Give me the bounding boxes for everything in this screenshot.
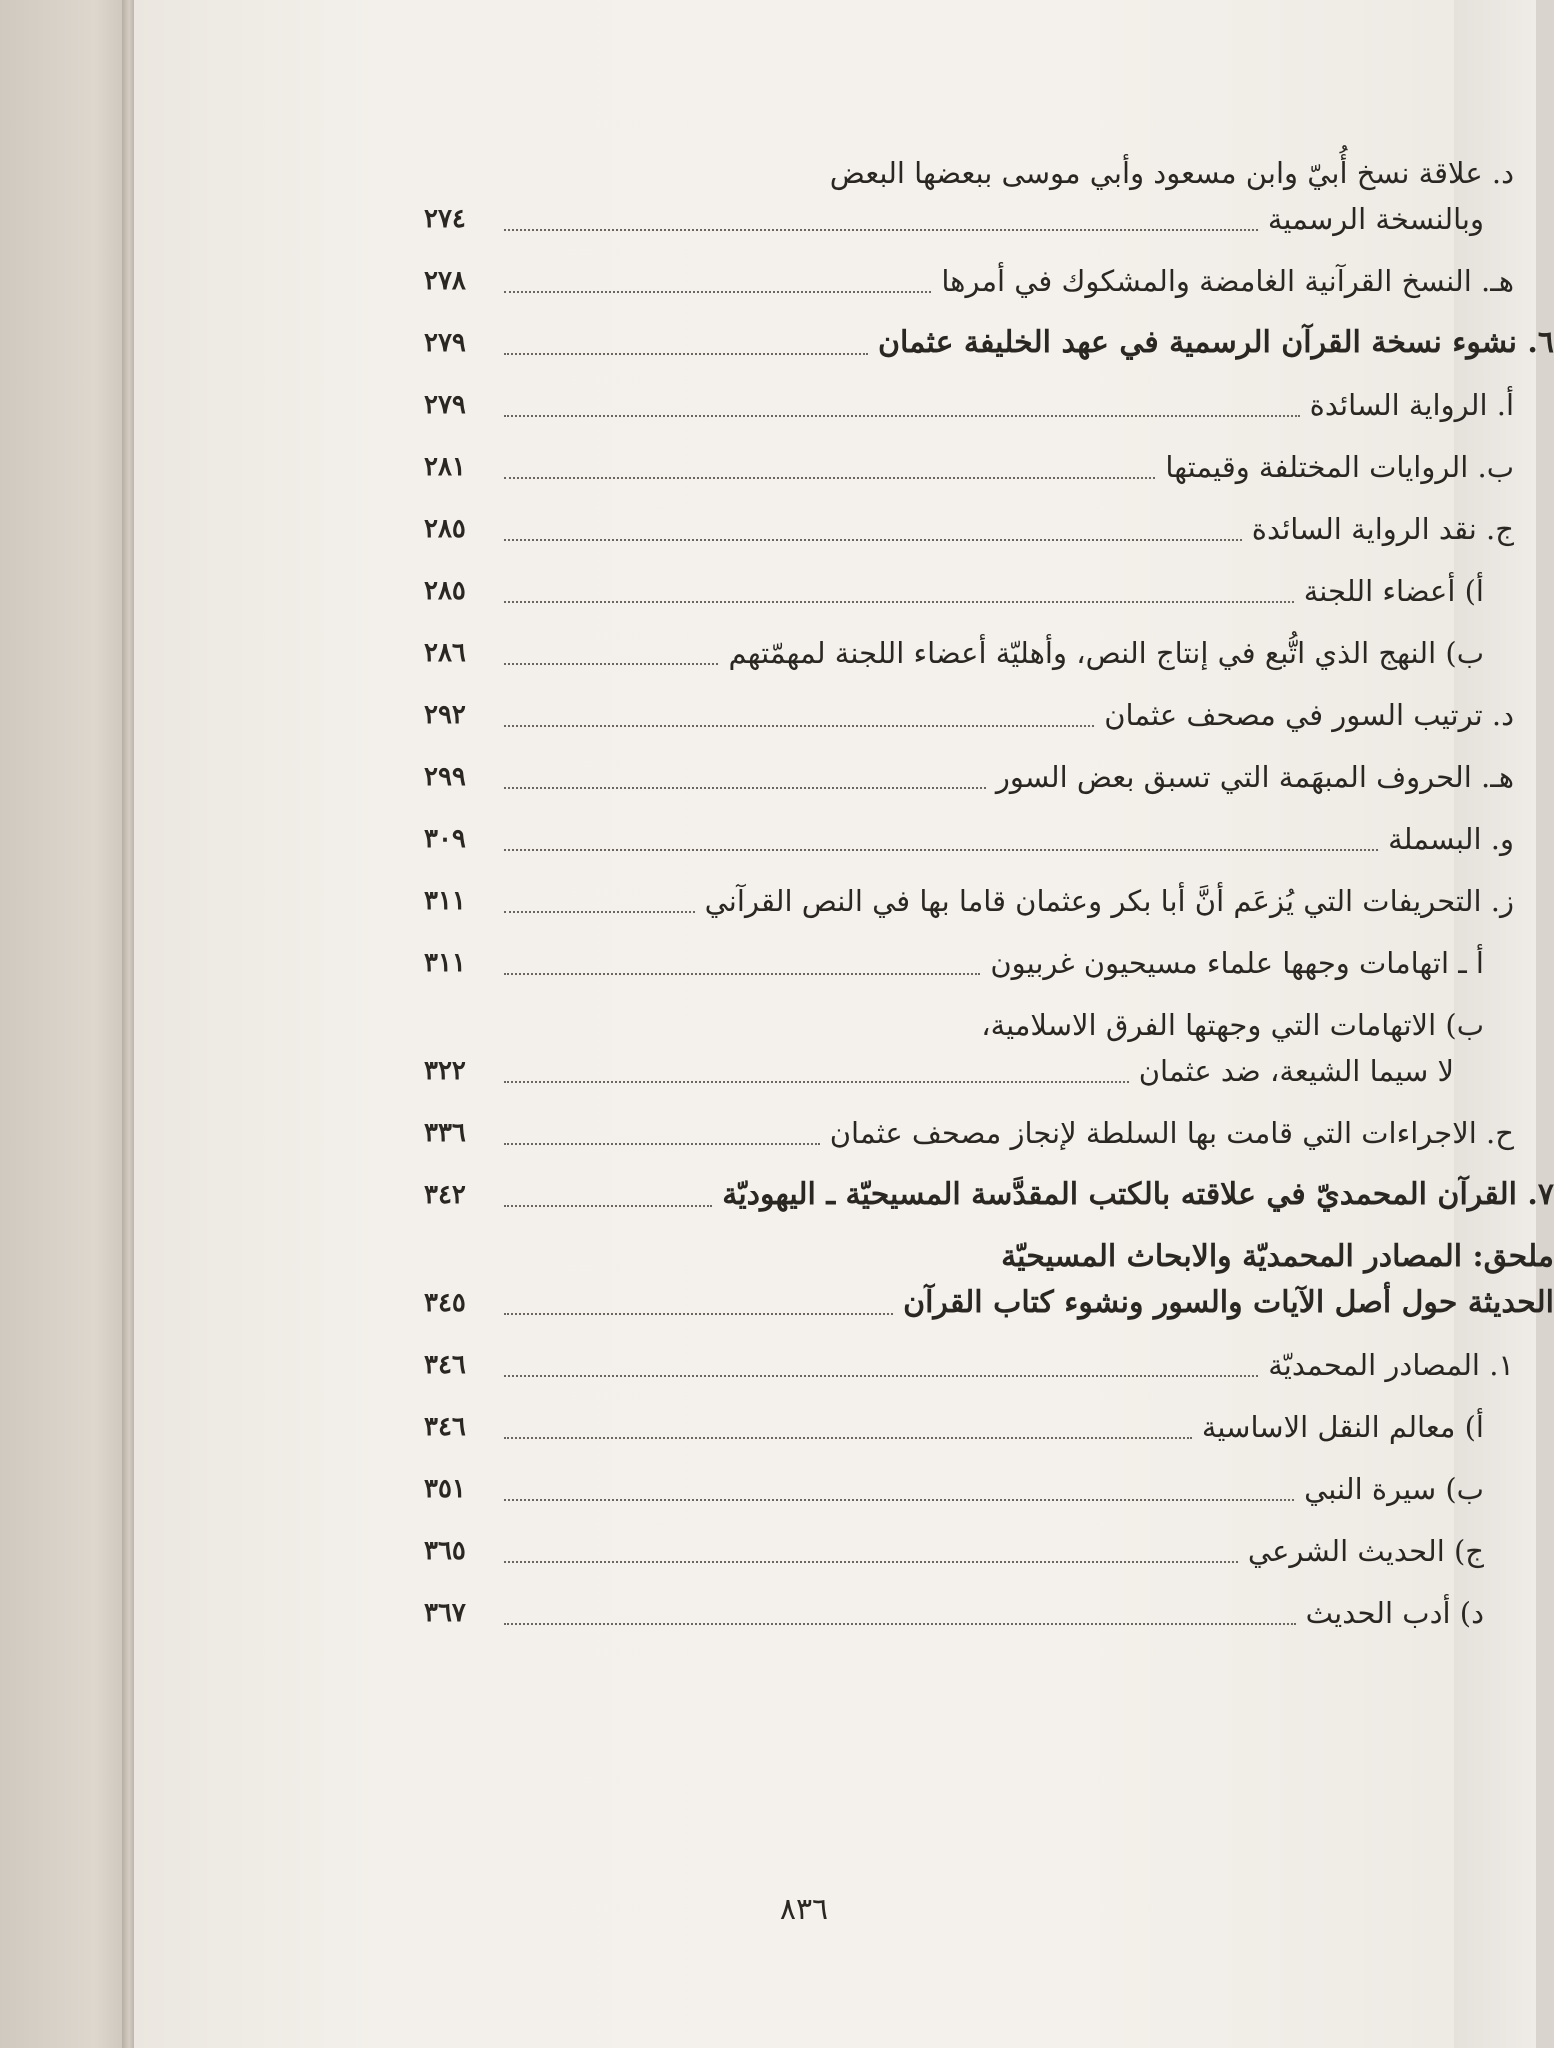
toc-entry-title: ٧. القرآن المحمديّ في علاقته بالكتب المقدَّسة المسيحيّة ـ اليهوديّة xyxy=(722,1177,1554,1212)
toc-entry-title: أ) معالم النقل الاساسية xyxy=(1201,1410,1484,1444)
dot-leader xyxy=(504,972,980,975)
toc-entry xyxy=(424,196,1554,242)
toc-entry-title: ب. الروايات المختلفة وقيمتها xyxy=(1165,450,1514,484)
dot-leader xyxy=(504,786,986,789)
dot-leader xyxy=(504,476,1155,479)
toc-entry-page: ٣١١ xyxy=(424,948,466,978)
toc-entry xyxy=(424,878,1554,924)
toc-entry xyxy=(424,1466,1554,1512)
toc-entry-page: ٣٤٦ xyxy=(424,1412,466,1442)
toc-entry-title: ب) سيرة النبي xyxy=(1304,1472,1484,1506)
toc-entry-page: ٢٩٩ xyxy=(424,762,466,792)
toc-entry-title: و. البسملة xyxy=(1388,822,1514,856)
toc-entry-page: ٣١١ xyxy=(424,886,466,916)
toc-entry-title: ج. نقد الرواية السائدة xyxy=(1251,512,1514,546)
toc-entry-title: د. علاقة نسخ أُبيّ وابن مسعود وأبي موسى ببعضها البعض xyxy=(829,156,1514,190)
toc-entry-page: ٣٦٥ xyxy=(424,1536,466,1566)
dot-leader xyxy=(504,910,695,913)
toc-entry xyxy=(424,1110,1554,1156)
toc-entry-page: ٢٧٤ xyxy=(424,204,466,234)
toc-entry-page: ٣٤٦ xyxy=(424,1350,466,1380)
toc-entry-title: ح. الاجراءات التي قامت بها السلطة لإنجاز مصحف عثمان xyxy=(829,1116,1514,1150)
dot-leader xyxy=(504,538,1242,541)
toc-entry xyxy=(424,1172,1554,1218)
toc-entry-title: ز. التحريفات التي يُزعَم أنَّ أبا بكر وعثمان قاما بها في النص القرآني xyxy=(704,884,1514,918)
dot-leader xyxy=(504,600,1294,603)
toc-entry-title: ملحق: المصادر المحمديّة والابحاث المسيحيّة xyxy=(1001,1239,1554,1274)
dot-leader xyxy=(504,1622,1296,1625)
toc-entry xyxy=(424,150,1554,196)
toc-entry-page: ٢٨٥ xyxy=(424,576,466,606)
toc-entry xyxy=(424,1048,1554,1094)
toc-entry-page: ٢٩٢ xyxy=(424,700,466,730)
table-of-contents xyxy=(424,150,1554,1652)
dot-leader xyxy=(504,1142,820,1145)
toc-entry xyxy=(424,1342,1554,1388)
toc-entry-page: ٢٨٥ xyxy=(424,514,466,544)
toc-entry-title: لا سيما الشيعة، ضد عثمان xyxy=(1138,1054,1454,1088)
dot-leader xyxy=(504,848,1378,851)
toc-entry xyxy=(424,1590,1554,1636)
toc-entry xyxy=(424,754,1554,800)
dot-leader xyxy=(504,724,1094,727)
toc-entry-page: ٣٦٧ xyxy=(424,1598,466,1628)
toc-entry-title: ٦. نشوء نسخة القرآن الرسمية في عهد الخليفة عثمان xyxy=(878,325,1554,360)
toc-entry xyxy=(424,1002,1554,1048)
dot-leader xyxy=(504,414,1300,417)
toc-entry xyxy=(424,1234,1554,1280)
toc-entry xyxy=(424,320,1554,366)
toc-entry-title: د) أدب الحديث xyxy=(1305,1596,1484,1630)
dot-leader xyxy=(504,1204,712,1207)
toc-entry-title: هـ. النسخ القرآنية الغامضة والمشكوك في أمرها xyxy=(941,264,1514,298)
toc-entry-title: هـ. الحروف المبهَمة التي تسبق بعض السور xyxy=(995,760,1514,794)
toc-entry-page: ٢٧٩ xyxy=(424,328,466,358)
toc-entry xyxy=(424,382,1554,428)
toc-entry xyxy=(424,506,1554,552)
dot-leader xyxy=(504,662,718,665)
toc-entry-page: ٢٨٦ xyxy=(424,638,466,668)
toc-entry-page: ٢٨١ xyxy=(424,452,466,482)
toc-entry-title: أ) أعضاء اللجنة xyxy=(1303,574,1484,608)
toc-entry xyxy=(424,1280,1554,1326)
toc-entry-page: ٣٥١ xyxy=(424,1474,466,1504)
dot-leader xyxy=(504,1436,1192,1439)
toc-entry-title: ب) النهج الذي اتُّبع في إنتاج النص، وأهليّة أعضاء اللجنة لمهمّتهم xyxy=(728,636,1484,670)
toc-entry xyxy=(424,568,1554,614)
dot-leader xyxy=(504,1080,1129,1083)
toc-entry-page: ٣٣٦ xyxy=(424,1118,466,1148)
dot-leader xyxy=(504,290,931,293)
toc-entry-page: ٣٤٥ xyxy=(424,1288,466,1318)
book-page xyxy=(134,0,1554,2048)
toc-entry xyxy=(424,630,1554,676)
toc-entry-title: ١. المصادر المحمديّة xyxy=(1268,1348,1514,1382)
dot-leader xyxy=(504,1560,1238,1563)
toc-entry-title: وبالنسخة الرسمية xyxy=(1267,202,1484,236)
dot-leader xyxy=(504,1312,893,1315)
book-spine xyxy=(122,0,134,2048)
toc-entry-title: ج) الحديث الشرعي xyxy=(1247,1534,1484,1568)
dot-leader xyxy=(504,352,868,355)
toc-entry xyxy=(424,258,1554,304)
toc-entry-title: الحديثة حول أصل الآيات والسور ونشوء كتاب القرآن xyxy=(903,1285,1554,1320)
toc-entry-page: ٣٠٩ xyxy=(424,824,466,854)
dot-leader xyxy=(504,228,1258,231)
toc-entry xyxy=(424,1404,1554,1450)
toc-entry-title: أ. الرواية السائدة xyxy=(1309,388,1514,422)
toc-entry xyxy=(424,816,1554,862)
facing-page-edge xyxy=(0,0,135,2048)
toc-entry xyxy=(424,444,1554,490)
page-number: ٨٣٦ xyxy=(779,1892,829,1927)
dot-leader xyxy=(504,1498,1294,1501)
toc-entry-title: أ ـ اتهامات وجهها علماء مسيحيون غربيون xyxy=(990,946,1484,980)
toc-entry-title: د. ترتيب السور في مصحف عثمان xyxy=(1104,698,1514,732)
toc-entry-page: ٣٢٢ xyxy=(424,1056,466,1086)
toc-entry xyxy=(424,940,1554,986)
toc-entry xyxy=(424,1528,1554,1574)
dot-leader xyxy=(504,1374,1258,1377)
toc-entry xyxy=(424,692,1554,738)
toc-entry-page: ٢٧٩ xyxy=(424,390,466,420)
toc-entry-page: ٢٧٨ xyxy=(424,266,466,296)
toc-entry-page: ٣٤٢ xyxy=(424,1180,466,1210)
toc-entry-title: ب) الاتهامات التي وجهتها الفرق الاسلامية، xyxy=(981,1008,1484,1042)
